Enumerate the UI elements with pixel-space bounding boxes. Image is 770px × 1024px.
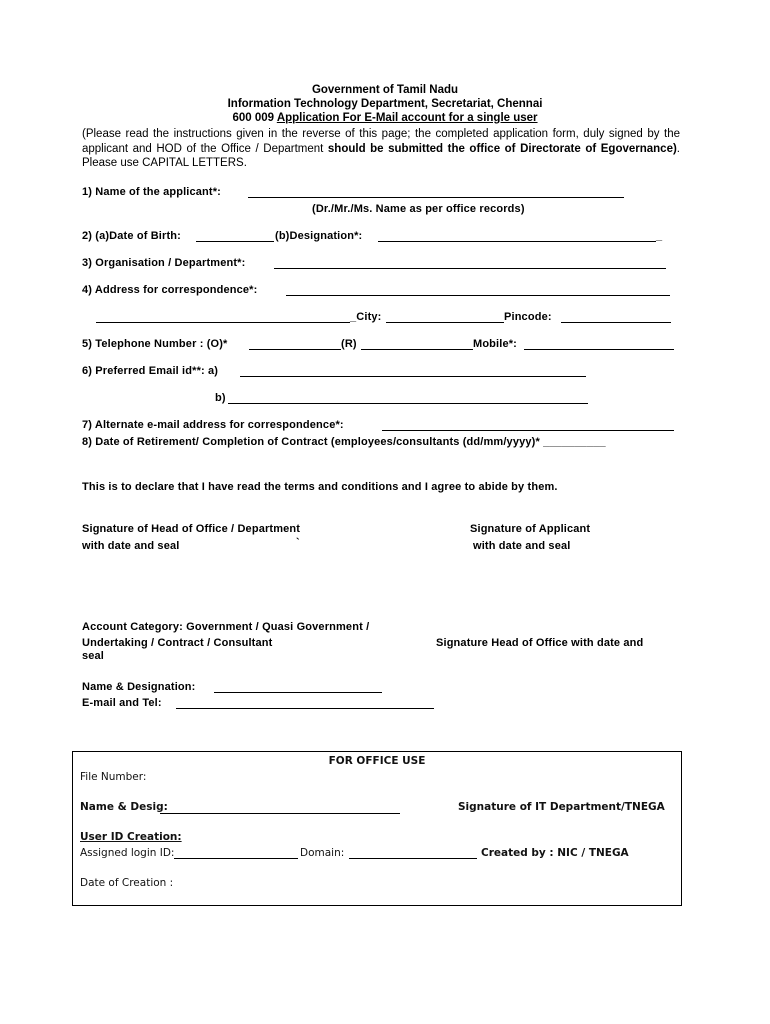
- label-office-name-desig: Name & Desig:: [80, 801, 168, 813]
- userid-creation-title: User ID Creation:: [80, 831, 182, 843]
- instructions-paragraph: [82, 127, 680, 171]
- label-alternate-email: 7) Alternate e-mail address for correspondence*:: [82, 419, 344, 431]
- input-line-city[interactable]: [386, 322, 504, 323]
- label-name-designation: Name & Designation:: [82, 681, 196, 693]
- created-by-label: Created by : NIC / TNEGA: [481, 847, 629, 859]
- instructions-tail: . Please use CAPITAL LETTERS.: [82, 142, 680, 169]
- header-form-title: [0, 112, 770, 124]
- input-line-alternate-email[interactable]: [382, 430, 674, 431]
- input-line-pincode[interactable]: [561, 322, 671, 323]
- label-designation: (b)Designation*:: [275, 230, 363, 242]
- input-line-address[interactable]: [286, 295, 670, 296]
- hod-signature-date-seal: with date and seal: [82, 540, 180, 552]
- label-date-of-creation: Date of Creation :: [80, 877, 174, 889]
- hod-signature-label: Signature of Head of Office / Department: [82, 523, 301, 535]
- input-line-address-2[interactable]: [96, 322, 350, 323]
- declaration-text: This is to declare that I have read the terms and conditions and I agree to abide by them.: [82, 481, 558, 493]
- input-line-applicant-name[interactable]: [248, 197, 624, 198]
- input-line-organisation[interactable]: [274, 268, 666, 269]
- label-date-of-birth: 2) (a)Date of Birth:: [82, 230, 181, 242]
- form-title: Application For E-Mail account for a single user: [276, 112, 538, 124]
- label-applicant-name: 1) Name of the applicant*:: [82, 186, 221, 198]
- label-email-tel: E-mail and Tel:: [82, 697, 162, 709]
- input-line-telephone-office[interactable]: [249, 349, 341, 350]
- label-residence: (R): [341, 338, 357, 350]
- instructions-bold: should be submitted the office of Directorate of Egovernance): [327, 142, 677, 155]
- input-line-email-a[interactable]: [240, 376, 586, 377]
- applicant-signature-label: Signature of Applicant: [470, 523, 591, 535]
- label-domain: Domain:: [300, 847, 345, 859]
- name-hint: (Dr./Mr./Ms. Name as per office records): [312, 203, 525, 215]
- label-preferred-email: 6) Preferred Email id**: a): [82, 365, 219, 377]
- office-use-title: FOR OFFICE USE: [328, 755, 426, 767]
- input-line-login-id[interactable]: [174, 858, 298, 859]
- label-retirement-date: 8) Date of Retirement/ Completion of Contract (employees/consultants (dd/mm/yyyy)* __________: [82, 436, 606, 448]
- stray-tick: `: [296, 537, 300, 549]
- input-line-date-of-birth[interactable]: [196, 241, 274, 242]
- header-pincode: 600 009: [232, 112, 277, 124]
- input-line-email-tel[interactable]: [176, 708, 434, 709]
- header-department: Information Technology Department, Secretariat, Chennai: [227, 98, 543, 110]
- label-organisation: 3) Organisation / Department*:: [82, 257, 246, 269]
- label-file-number: File Number:: [80, 771, 147, 783]
- label-email-b: b): [215, 392, 226, 404]
- applicant-signature-date-seal: with date and seal: [473, 540, 571, 552]
- it-department-signature: Signature of IT Department/TNEGA: [458, 801, 665, 813]
- account-category-line2: Undertaking / Contract / Consultant: [82, 637, 273, 649]
- account-category-line1: Account Category: Government / Quasi Government /: [82, 621, 370, 633]
- header-government: Government of Tamil Nadu: [311, 84, 459, 96]
- input-line-designation[interactable]: [378, 241, 656, 242]
- instructions-text: (Please read the instructions given in the reverse of this page; the completed application form, duly signed by the applicant and HOD of the Office / Department: [82, 128, 680, 155]
- label-mobile: Mobile*:: [473, 338, 517, 350]
- head-office-signature-label: Signature Head of Office with date and: [436, 637, 644, 649]
- input-line-telephone-residence[interactable]: [361, 349, 473, 350]
- input-line-email-b[interactable]: [228, 403, 588, 404]
- label-city: _City:: [350, 311, 382, 323]
- label-pincode: Pincode:: [504, 311, 552, 323]
- label-telephone: 5) Telephone Number : (O)*: [82, 338, 228, 350]
- account-category-seal: seal: [82, 650, 105, 662]
- label-login-id: Assigned login ID:: [80, 847, 175, 859]
- label-address: 4) Address for correspondence*:: [82, 284, 258, 296]
- designation-tail: _: [656, 230, 663, 242]
- input-line-name-designation[interactable]: [214, 692, 382, 693]
- input-line-domain[interactable]: [349, 858, 477, 859]
- input-line-mobile[interactable]: [524, 349, 674, 350]
- input-line-office-name-desig[interactable]: [160, 813, 400, 814]
